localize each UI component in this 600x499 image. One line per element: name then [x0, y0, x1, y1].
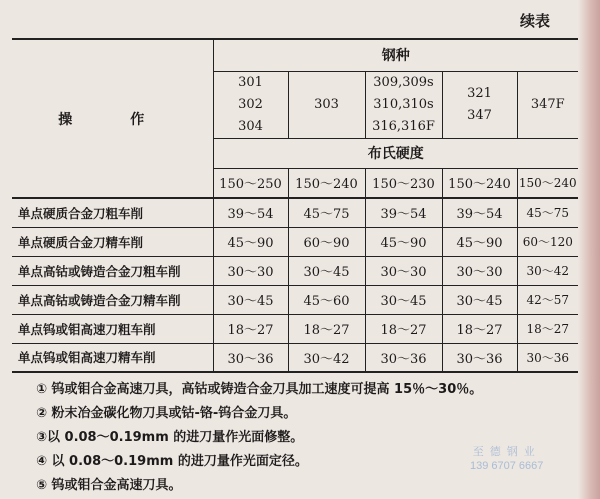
speed-cell: 45～60 [288, 285, 365, 314]
table-row [12, 256, 578, 285]
speed-cell: 30～36 [213, 343, 288, 372]
speed-cell: 30～45 [288, 256, 365, 285]
operation-cell: 单点硬质合金刀精车削 [12, 227, 213, 256]
operation-cell: 单点高钴或铸造合金刀精车削 [12, 285, 213, 314]
footnotes [36, 378, 482, 498]
speed-cell: 18～27 [213, 314, 288, 343]
table-row [12, 227, 578, 256]
footnote: ④ 以 0.08～0.19mm 的进刀量作光面定径。 [36, 454, 308, 469]
speed-cell: 30～30 [365, 256, 442, 285]
operation-cell: 单点钨或钼高速刀粗车削 [12, 314, 213, 343]
hardness-cell: 150～250 [213, 168, 288, 198]
speed-cell: 45～75 [517, 198, 578, 227]
speed-cell: 45～90 [213, 227, 288, 256]
operation-header: 操 作 [12, 39, 213, 198]
hardness-cell: 150～240 [288, 168, 365, 198]
speed-cell: 60～90 [288, 227, 365, 256]
operation-cell: 单点钨或钼高速刀精车削 [12, 343, 213, 372]
page-edge-shadow [578, 0, 600, 499]
speed-cell: 30～30 [442, 256, 517, 285]
table-row [12, 314, 578, 343]
operation-cell: 单点高钴或铸造合金刀粗车削 [12, 256, 213, 285]
hardness-header: 布氏硬度 [213, 138, 578, 168]
operation-cell: 单点硬质合金刀粗车削 [12, 198, 213, 227]
speed-cell: 30～36 [517, 343, 578, 372]
cutting-speed-table [12, 38, 578, 373]
speed-cell: 39～54 [442, 198, 517, 227]
speed-cell: 30～42 [288, 343, 365, 372]
footnote: ① 钨或钼合金高速刀具，高钴或铸造合金刀具加工速度可提高 15％～30％。 [36, 382, 483, 397]
speed-cell: 18～27 [288, 314, 365, 343]
steel-grade-cell: 309,309s 310,310s 316,316F [365, 71, 442, 138]
table-row [12, 198, 578, 227]
speed-cell: 30～36 [365, 343, 442, 372]
steel-grade-cell: 303 [288, 71, 365, 138]
speed-cell: 18～27 [365, 314, 442, 343]
steel-grade-cell: 347F [517, 71, 578, 138]
hardness-cell: 150～240 [517, 168, 578, 198]
steel-grade-cell: 301 302 304 [213, 71, 288, 138]
steel-grade-cell: 321 347 [442, 71, 517, 138]
speed-cell: 45～75 [288, 198, 365, 227]
speed-cell: 39～54 [365, 198, 442, 227]
table-row [12, 343, 578, 372]
speed-cell: 30～45 [213, 285, 288, 314]
speed-cell: 30～36 [442, 343, 517, 372]
footnote: ③以 0.08～0.19mm 的进刀量作光面修整。 [36, 430, 304, 445]
steel-header: 钢种 [213, 39, 578, 71]
watermark: 至德钢业 139 6707 6667 [470, 446, 544, 472]
footnote: ⑤ 钨或钼合金高速刀具。 [36, 478, 182, 493]
continued-table-label: 续表 [520, 12, 551, 30]
speed-cell: 30～42 [517, 256, 578, 285]
hardness-cell: 150～240 [442, 168, 517, 198]
table-row [12, 285, 578, 314]
footnote: ② 粉末冶金碳化物刀具或钴-铬-钨合金刀具。 [36, 406, 297, 421]
hardness-cell: 150～230 [365, 168, 442, 198]
speed-cell: 45～90 [365, 227, 442, 256]
speed-cell: 60～120 [517, 227, 578, 256]
speed-cell: 45～90 [442, 227, 517, 256]
speed-cell: 30～45 [442, 285, 517, 314]
speed-cell: 18～27 [442, 314, 517, 343]
speed-cell: 18～27 [517, 314, 578, 343]
speed-cell: 42～57 [517, 285, 578, 314]
speed-cell: 30～30 [213, 256, 288, 285]
speed-cell: 39～54 [213, 198, 288, 227]
speed-cell: 30～45 [365, 285, 442, 314]
